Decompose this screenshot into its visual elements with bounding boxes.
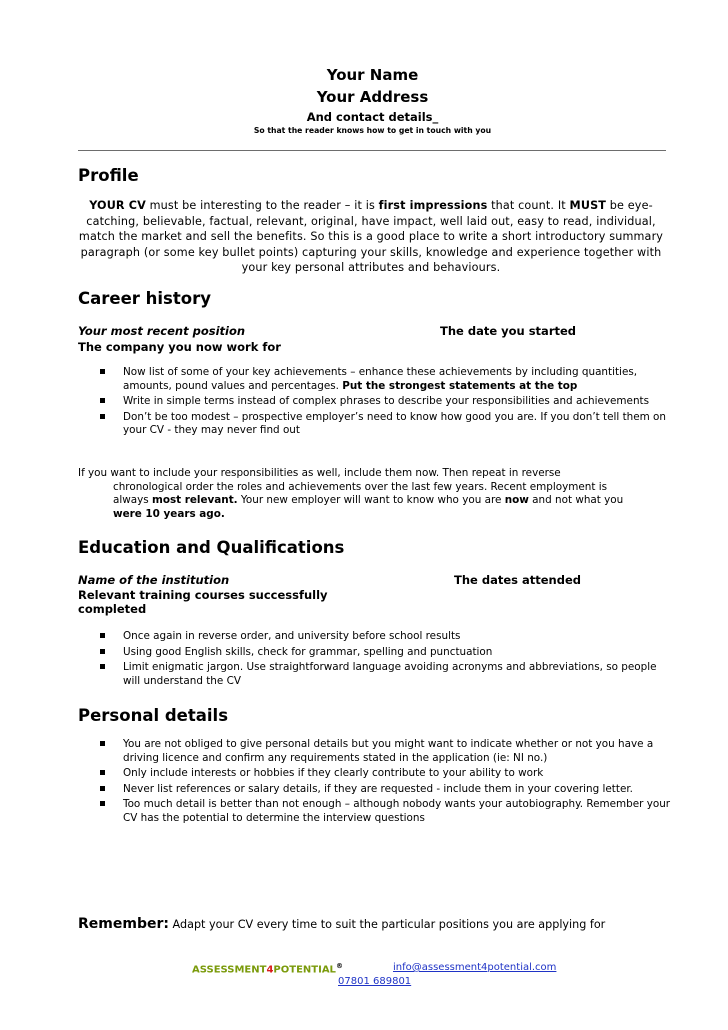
education-bullet-text: Limit enigmatic jargon. Use straightforward language avoiding acronyms and abbreviations, so people will understand the CV <box>123 661 657 687</box>
personal-heading: Personal details <box>78 706 229 725</box>
personal-bullet-text: You are not obliged to give personal details but you might want to indicate whether or not you have a driving licence and confirm any requirements stated in the application (ie: NI no.) <box>123 738 654 764</box>
education-bullet-text: Once again in reverse order, and university before school results <box>123 630 461 642</box>
career-heading: Career history <box>78 289 211 308</box>
list-item <box>98 661 673 688</box>
career-note-3e: and not what you <box>528 494 624 507</box>
career-note <box>78 467 678 521</box>
education-courses-line-1: Relevant training courses successfully <box>78 588 328 602</box>
career-bullet-bold: Put the strongest statements at the top <box>342 379 578 392</box>
cv-contact-details: And contact details_ <box>306 110 439 124</box>
profile-text-6: be eye-catching, believable, factual, relevant, original, have impact, well laid out, easy to read, individual, match the market and sell the benefits. So this is a good place to write a short introductory summary paragraph (or some key bullet points) capturing your skills, knowledge and experience together with your key personal attributes and behaviours. <box>78 199 664 275</box>
personal-bullet-text: Too much detail is better than not enough – although nobody wants your autobiography. Remember your CV has the potential to determine the interview questions <box>123 798 671 824</box>
career-position: Your most recent position <box>78 324 246 338</box>
education-institution: Name of the institution <box>78 573 230 587</box>
list-item <box>98 395 673 409</box>
remember-line <box>78 913 605 932</box>
bullet-square-icon <box>100 414 105 419</box>
list-item <box>98 411 673 438</box>
bullet-square-icon <box>100 741 105 746</box>
list-item <box>98 798 673 825</box>
personal-bullet-list <box>98 738 673 828</box>
brand-logo <box>192 962 343 975</box>
career-note-line-4: were 10 years ago. <box>113 507 225 520</box>
bullet-square-icon <box>100 770 105 775</box>
bullet-square-icon <box>100 649 105 654</box>
cv-contact-hint: So that the reader knows how to get in touch with you <box>253 126 492 135</box>
career-company: The company you now work for <box>78 340 281 354</box>
bullet-square-icon <box>100 369 105 374</box>
list-item <box>98 783 673 797</box>
list-item <box>98 767 673 781</box>
bullet-square-icon <box>100 801 105 806</box>
profile-text-2: must be interesting to the reader – it is <box>145 199 379 212</box>
education-bullet-list <box>98 630 673 690</box>
remember-text: Adapt your CV every time to suit the particular positions you are applying for <box>168 918 606 931</box>
career-note-line-2: chronological order the roles and achievements over the last few years. Recent employment is <box>113 480 608 493</box>
brand-part-b: POTENTIAL <box>273 964 336 976</box>
education-bullet-text: Using good English skills, check for grammar, spelling and punctuation <box>123 645 493 658</box>
education-courses-line-2: completed <box>78 602 147 616</box>
registered-mark: ® <box>335 962 343 970</box>
career-note-3b: most relevant. <box>152 494 238 507</box>
education-dates: The dates attended <box>454 573 581 587</box>
list-item <box>98 366 673 393</box>
career-note-line-3 <box>78 494 678 508</box>
list-item <box>98 738 673 765</box>
education-heading: Education and Qualifications <box>78 538 345 557</box>
profile-text-3: first impressions <box>378 199 488 212</box>
header-divider <box>78 150 666 151</box>
list-item <box>98 646 673 660</box>
cv-name: Your Name <box>326 66 419 84</box>
career-bullet-text: Write in simple terms instead of complex phrases to describe your responsibilities and achievements <box>123 395 650 408</box>
profile-text-5: MUST <box>569 199 607 212</box>
profile-paragraph <box>72 198 670 276</box>
profile-text-1: YOUR CV <box>89 199 146 212</box>
profile-heading: Profile <box>78 166 139 185</box>
bullet-square-icon <box>100 398 105 403</box>
list-item <box>98 630 673 644</box>
career-note-3c: Your new employer will want to know who you are <box>237 494 505 507</box>
remember-label: Remember: <box>78 916 169 932</box>
career-bullet-text: Now list of some of your key achievements – enhance these achievements by including quantities, amounts, pound values and percentages. <box>123 366 638 392</box>
profile-text-4: that count. It <box>487 199 570 212</box>
career-start-date: The date you started <box>440 324 577 338</box>
career-bullet-text: Don’t be too modest – prospective employer’s need to know how good you are. If you don’t tell them on your CV - they may never find out <box>123 410 666 437</box>
brand-part-4: 4 <box>266 964 274 976</box>
email-link[interactable]: info@assessment4potential.com <box>393 962 557 973</box>
career-bullet-list <box>98 366 673 440</box>
bullet-square-icon <box>100 633 105 638</box>
cv-address: Your Address <box>316 88 429 106</box>
career-note-3a: always <box>113 494 152 507</box>
personal-bullet-text: Only include interests or hobbies if they clearly contribute to your ability to work <box>123 767 544 780</box>
career-note-line-1: If you want to include your responsibilities as well, include them now. Then repeat in reverse <box>78 467 561 479</box>
bullet-square-icon <box>100 786 105 791</box>
brand-part-a: ASSESSMENT <box>192 964 267 976</box>
career-note-3d: now <box>504 494 529 507</box>
bullet-square-icon <box>100 664 105 669</box>
personal-bullet-text: Never list references or salary details, if they are requested - include them in your covering letter. <box>123 782 633 795</box>
phone-link[interactable]: 07801 689801 <box>338 976 412 987</box>
